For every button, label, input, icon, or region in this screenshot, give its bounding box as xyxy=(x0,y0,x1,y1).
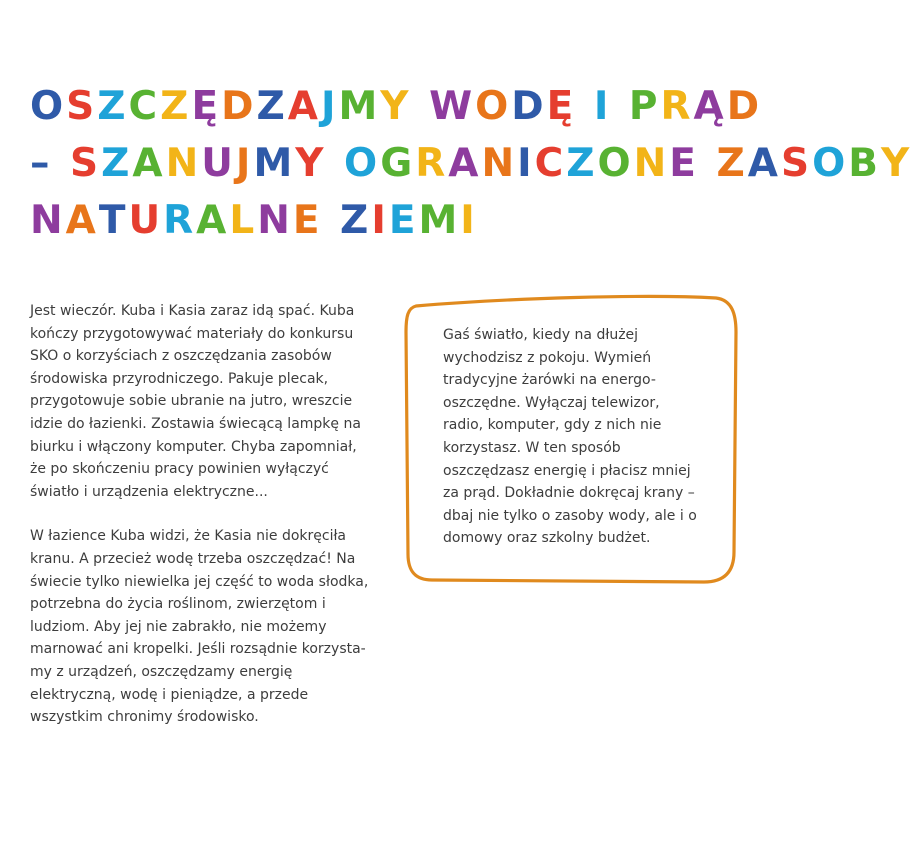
tip-box-text: Gaś światło, kiedy na dłużej wychodzisz z pokoju. Wymień tradycyjne żarówki na energo- oszczędne. Wyłączaj telewizor, radio, komputer, gdy z nich nie korzystasz. W ten sposób oszczędzasz energię i płacisz mniej za prąd. Dokładnie dokręcaj krany – dbaj nie tylko o zasoby wody, ale i o domowy oraz szkolny budżet. xyxy=(443,327,697,547)
title-line-3: NATURALNE ZIEMI xyxy=(30,198,478,243)
story-paragraph-1: Jest wieczór. Kuba i Kasia zaraz idą spać. Kuba kończy przygotowywać materiały do konkursu SKO o korzyściach z oszczędzania zasobów środowiska przyrodniczego. Pakuje plecak, przygotowuje sobie ubranie na jutro, wreszcie idzie do łazienki. Zostawia świecącą lampkę na biurku i włączony komputer. Chyba zapomniał, że po skończeniu pracy powinien wyłączyć światło i urządzenia elektryczne... xyxy=(30,303,361,500)
story-text xyxy=(30,300,375,751)
story-paragraph-2: W łazience Kuba widzi, że Kasia nie dokręciła kranu. A przecież wodę trzeba oszczędzać! Na świecie tylko niewielka jej część to woda słodka, potrzebna do życia roślinom, zwierzętom i ludziom. Aby jej nie zabrakło, nie możemy marnować ani kropelki. Jeśli rozsądnie korzysta- my z urządzeń, oszczędzamy energię elektryczną, wodę i pieniądze, a przede wszystkim chronimy środowisko. xyxy=(30,528,369,726)
page-title xyxy=(30,78,912,249)
title-line-2: – SZANUJMY OGRANICZONE ZASOBY xyxy=(30,141,912,186)
tip-box xyxy=(443,324,698,550)
title-line-1: OSZCZĘDZAJMY WODĘ I PRĄD xyxy=(30,84,763,129)
